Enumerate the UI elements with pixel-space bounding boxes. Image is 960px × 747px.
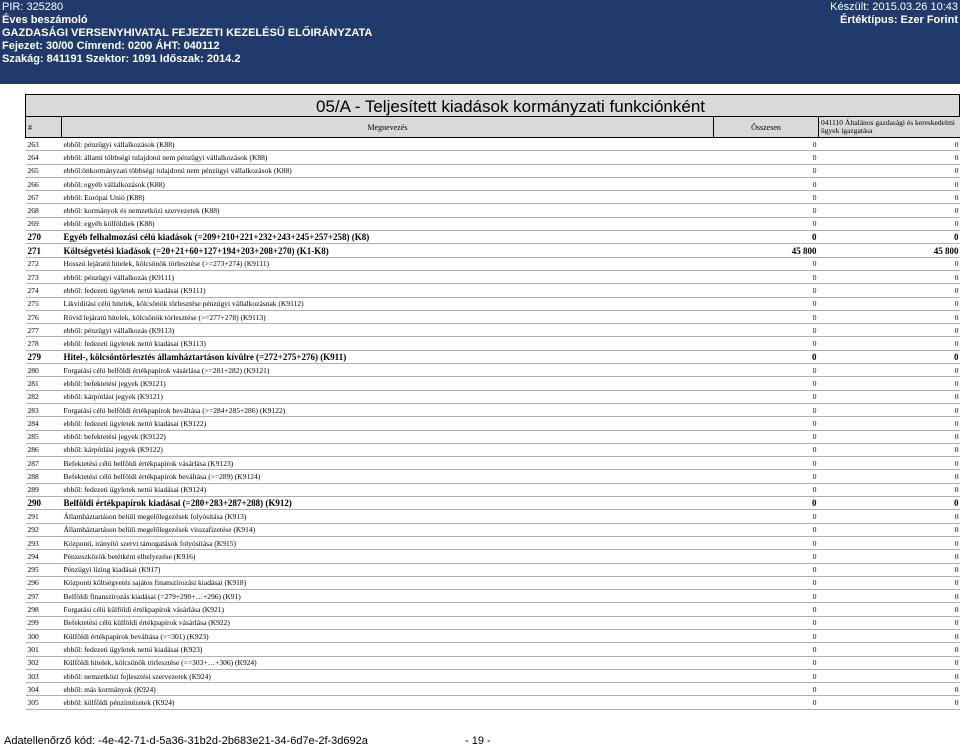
- row-number: 286: [26, 443, 62, 456]
- row-total: 0: [714, 191, 819, 204]
- row-function-value: 0: [819, 656, 960, 669]
- row-number: 265: [26, 164, 62, 177]
- row-number: 263: [26, 138, 62, 151]
- row-number: 275: [26, 297, 62, 310]
- row-total: 0: [714, 457, 819, 470]
- row-number: 273: [26, 270, 62, 283]
- table-row: [26, 337, 960, 350]
- row-total: 0: [714, 656, 819, 669]
- table-row: [26, 310, 960, 323]
- row-name: ebből: Európai Unió (K88): [62, 191, 714, 204]
- row-number: 303: [26, 669, 62, 682]
- table-row: [26, 457, 960, 470]
- row-function-value: 0: [819, 590, 960, 603]
- row-name: ebből:önkormányzati többségi tulajdonú nem pénzügyi vállalkozások (K88): [62, 164, 714, 177]
- col-header-function: 041110 Általános gazdasági és kereskedelmi ügyek igazgatása: [819, 117, 960, 138]
- table-row: [26, 576, 960, 589]
- row-total: 0: [714, 364, 819, 377]
- row-total: 0: [714, 629, 819, 642]
- page-number: - 19 -: [465, 735, 491, 747]
- row-name: ebből: más kormányok (K924): [62, 683, 714, 696]
- row-total: 0: [714, 523, 819, 536]
- table-row: [26, 403, 960, 416]
- row-total: 0: [714, 297, 819, 310]
- row-name: ebből: nemzetközi fejlesztési szervezetek (K924): [62, 669, 714, 682]
- row-name: ebből: pénzügyi vállalkozás (K9111): [62, 270, 714, 283]
- table-row: [26, 696, 960, 709]
- col-header-name: Megnevezés: [62, 117, 714, 138]
- row-function-value: 0: [819, 217, 960, 230]
- row-function-value: 0: [819, 231, 960, 244]
- row-function-value: 0: [819, 257, 960, 270]
- row-number: 264: [26, 151, 62, 164]
- row-function-value: 0: [819, 457, 960, 470]
- row-number: 278: [26, 337, 62, 350]
- table-row: [26, 443, 960, 456]
- row-function-value: 0: [819, 284, 960, 297]
- row-function-value: 0: [819, 403, 960, 416]
- row-total: 0: [714, 270, 819, 283]
- row-total: 0: [714, 483, 819, 496]
- row-number: 284: [26, 417, 62, 430]
- row-function-value: 0: [819, 297, 960, 310]
- row-function-value: 0: [819, 310, 960, 323]
- row-total: 0: [714, 403, 819, 416]
- row-total: 0: [714, 417, 819, 430]
- organization-name: GAZDASÁGI VERSENYHIVATAL FEJEZETI KEZELÉSŰ ELŐIRÁNYZATA: [2, 27, 372, 40]
- row-function-value: 0: [819, 337, 960, 350]
- pir-id: PIR: 325280: [2, 1, 372, 14]
- row-total: 0: [714, 443, 819, 456]
- table-row: [26, 217, 960, 230]
- row-name: Államháztartáson belüli megelőlegezések folyósítása (K913): [62, 510, 714, 523]
- row-name: ebből: kormányok és nemzetközi szervezetek (K88): [62, 204, 714, 217]
- row-name: Külföldi hitelek, kölcsönök törlesztése (>=303+…+306) (K924): [62, 656, 714, 669]
- row-total: 0: [714, 576, 819, 589]
- row-number: 277: [26, 324, 62, 337]
- row-number: 281: [26, 377, 62, 390]
- table-row: [26, 138, 960, 151]
- table-row: [26, 497, 960, 510]
- row-name: Befektetési célú belföldi értékpapírok beváltása (>=289) (K9124): [62, 470, 714, 483]
- row-function-value: 0: [819, 164, 960, 177]
- row-total: 0: [714, 177, 819, 190]
- row-name: Forgatási célú belföldi értékpapírok beváltása (>=284+285+286) (K9122): [62, 403, 714, 416]
- row-number: 302: [26, 656, 62, 669]
- row-name: Központi, irányító szervi támogatások folyósítása (K915): [62, 536, 714, 549]
- row-total: 0: [714, 590, 819, 603]
- table-row: [26, 470, 960, 483]
- row-function-value: 0: [819, 497, 960, 510]
- row-name: ebből: befektetési jegyek (K9121): [62, 377, 714, 390]
- row-name: ebből: állami többségi tulajdonú nem pénzügyi vállalkozások (K88): [62, 151, 714, 164]
- table-row: [26, 563, 960, 576]
- row-function-value: 0: [819, 443, 960, 456]
- row-total: 0: [714, 164, 819, 177]
- row-total: 0: [714, 231, 819, 244]
- row-name: Egyéb felhalmozási célú kiadások (=209+210+221+232+243+245+257+258) (K8): [62, 231, 714, 244]
- row-function-value: 0: [819, 683, 960, 696]
- budget-codes: Fejezet: 30/00 Címrend: 0200 ÁHT: 040112: [2, 40, 372, 53]
- row-function-value: 0: [819, 550, 960, 563]
- row-number: 280: [26, 364, 62, 377]
- row-number: 305: [26, 696, 62, 709]
- row-number: 291: [26, 510, 62, 523]
- row-name: Likviditási célú hitelek, kölcsönök törlesztése pénzügyi vállalkozásnak (K9112): [62, 297, 714, 310]
- row-function-value: 0: [819, 177, 960, 190]
- row-function-value: 0: [819, 204, 960, 217]
- row-function-value: 45 800: [819, 244, 960, 257]
- row-total: 0: [714, 151, 819, 164]
- col-header-total: Összesen: [714, 117, 819, 138]
- table-row: [26, 417, 960, 430]
- table-row: [26, 616, 960, 629]
- table-row: [26, 350, 960, 363]
- row-function-value: 0: [819, 510, 960, 523]
- row-name: Hitel-, kölcsöntörlesztés államháztartáson kívülre (=272+275+276) (K911): [62, 350, 714, 363]
- row-function-value: 0: [819, 138, 960, 151]
- report-header: [0, 0, 960, 84]
- row-number: 285: [26, 430, 62, 443]
- row-number: 276: [26, 310, 62, 323]
- row-name: Költségvetési kiadások (=20+21+60+127+194+203+208+270) (K1-K8): [62, 244, 714, 257]
- table-row: [26, 430, 960, 443]
- row-number: 268: [26, 204, 62, 217]
- table-row: [26, 390, 960, 403]
- row-total: 0: [714, 643, 819, 656]
- row-total: 0: [714, 310, 819, 323]
- row-function-value: 0: [819, 151, 960, 164]
- row-number: 269: [26, 217, 62, 230]
- row-total: 0: [714, 683, 819, 696]
- row-name: ebből: pénzügyi vállalkozások (K88): [62, 138, 714, 151]
- row-name: ebből: befektetési jegyek (K9122): [62, 430, 714, 443]
- table-row: [26, 590, 960, 603]
- row-total: 0: [714, 217, 819, 230]
- row-number: 301: [26, 643, 62, 656]
- table-row: [26, 324, 960, 337]
- row-number: 300: [26, 629, 62, 642]
- table-row: [26, 191, 960, 204]
- sector-info: Szakág: 841191 Szektor: 1091 Időszak: 2014.2: [2, 53, 372, 66]
- row-name: ebből: kárpótlási jegyek (K9122): [62, 443, 714, 456]
- table-row: [26, 177, 960, 190]
- row-total: 0: [714, 470, 819, 483]
- row-number: 293: [26, 536, 62, 549]
- row-name: Rövid lejáratú hitelek, kölcsönök törlesztése (>=277+278) (K9113): [62, 310, 714, 323]
- row-total: 0: [714, 550, 819, 563]
- table-row: [26, 683, 960, 696]
- col-header-number: #: [26, 117, 62, 138]
- row-number: 289: [26, 483, 62, 496]
- row-name: ebből: fedezeti ügyletek nettó kiadásai (K923): [62, 643, 714, 656]
- table-row: [26, 669, 960, 682]
- table-row: [26, 151, 960, 164]
- row-function-value: 0: [819, 364, 960, 377]
- row-number: 299: [26, 616, 62, 629]
- row-name: Külföldi értékpapírok beváltása (>=301) (K923): [62, 629, 714, 642]
- table-row: [26, 297, 960, 310]
- row-number: 295: [26, 563, 62, 576]
- row-number: 298: [26, 603, 62, 616]
- doc-title: Éves beszámoló: [2, 14, 372, 27]
- row-function-value: 0: [819, 603, 960, 616]
- table-row: [26, 643, 960, 656]
- header-left: [2, 1, 372, 66]
- table-row: [26, 164, 960, 177]
- table-row: [26, 377, 960, 390]
- row-function-value: 0: [819, 616, 960, 629]
- row-function-value: 0: [819, 350, 960, 363]
- table-row: [26, 629, 960, 642]
- row-total: 0: [714, 337, 819, 350]
- value-type: Értéktípus: Ezer Forint: [830, 14, 958, 27]
- row-total: 0: [714, 616, 819, 629]
- table-row: [26, 483, 960, 496]
- row-function-value: 0: [819, 430, 960, 443]
- row-function-value: 0: [819, 669, 960, 682]
- row-number: 292: [26, 523, 62, 536]
- row-total: 0: [714, 603, 819, 616]
- row-function-value: 0: [819, 191, 960, 204]
- row-function-value: 0: [819, 483, 960, 496]
- table-title-bar: [25, 94, 960, 117]
- row-total: 0: [714, 138, 819, 151]
- table-row: [26, 656, 960, 669]
- row-number: 304: [26, 683, 62, 696]
- row-total: 0: [714, 563, 819, 576]
- row-total: 0: [714, 536, 819, 549]
- row-name: ebből: fedezeti ügyletek nettó kiadásai (K9124): [62, 483, 714, 496]
- row-function-value: 0: [819, 696, 960, 709]
- row-name: Forgatási célú belföldi értékpapírok vásárlása (>=281+282) (K9121): [62, 364, 714, 377]
- table-row: [26, 523, 960, 536]
- row-number: 297: [26, 590, 62, 603]
- row-name: ebből: kárpótlási jegyek (K9121): [62, 390, 714, 403]
- row-total: 0: [714, 324, 819, 337]
- row-total: 0: [714, 510, 819, 523]
- row-total: 0: [714, 377, 819, 390]
- row-name: Befektetési célú belföldi értékpapírok vásárlása (K9123): [62, 457, 714, 470]
- row-number: 294: [26, 550, 62, 563]
- row-total: 0: [714, 350, 819, 363]
- row-total: 45 800: [714, 244, 819, 257]
- table-row: [26, 204, 960, 217]
- row-name: Forgatási célú külföldi értékpapírok vásárlása (K921): [62, 603, 714, 616]
- row-function-value: 0: [819, 390, 960, 403]
- header-right: [830, 1, 958, 27]
- row-number: 296: [26, 576, 62, 589]
- row-name: Belföldi értékpapírok kiadásai (=280+283+287+288) (K912): [62, 497, 714, 510]
- row-function-value: 0: [819, 270, 960, 283]
- row-name: Befektetési célú külföldi értékpapírok vásárlása (K922): [62, 616, 714, 629]
- table-row: [26, 270, 960, 283]
- row-name: Pénzügyi lízing kiadásai (K917): [62, 563, 714, 576]
- table-body: [26, 138, 960, 710]
- row-number: 290: [26, 497, 62, 510]
- row-total: 0: [714, 204, 819, 217]
- row-function-value: 0: [819, 576, 960, 589]
- row-function-value: 0: [819, 377, 960, 390]
- table-row: [26, 244, 960, 257]
- row-function-value: 0: [819, 417, 960, 430]
- row-number: 272: [26, 257, 62, 270]
- row-name: ebből: fedezeti ügyletek nettó kiadásai (K9122): [62, 417, 714, 430]
- row-number: 279: [26, 350, 62, 363]
- row-total: 0: [714, 284, 819, 297]
- row-function-value: 0: [819, 536, 960, 549]
- row-total: 0: [714, 696, 819, 709]
- row-function-value: 0: [819, 563, 960, 576]
- row-number: 271: [26, 244, 62, 257]
- row-name: ebből: pénzügyi vállalkozás (K9113): [62, 324, 714, 337]
- table-row: [26, 603, 960, 616]
- row-name: ebből: külföldi pénzintézetek (K924): [62, 696, 714, 709]
- row-name: Belföldi finanszírozás kiadásai (=279+290+…+296) (K91): [62, 590, 714, 603]
- table-row: [26, 231, 960, 244]
- table-header-row: [26, 117, 960, 138]
- table-title: 05/A - Teljesített kiadások kormányzati funkciónként: [316, 97, 705, 117]
- table-row: [26, 536, 960, 549]
- row-number: 282: [26, 390, 62, 403]
- row-number: 270: [26, 231, 62, 244]
- table-row: [26, 510, 960, 523]
- row-function-value: 0: [819, 324, 960, 337]
- row-name: ebből: fedezeti ügyletek nettó kiadásai (K9111): [62, 284, 714, 297]
- row-name: Államháztartáson belüli megelőlegezések visszafizetése (K914): [62, 523, 714, 536]
- checksum-code: Adatellenőrző kód: -4e-42-71-d-5a36-31b2d-2b683e21-34-6d7e-2f-3d692a: [4, 735, 368, 747]
- row-total: 0: [714, 390, 819, 403]
- table-row: [26, 284, 960, 297]
- row-name: ebből: fedezeti ügyletek nettó kiadásai (K9113): [62, 337, 714, 350]
- expenditure-table: [25, 116, 960, 710]
- row-number: 267: [26, 191, 62, 204]
- row-function-value: 0: [819, 629, 960, 642]
- row-total: 0: [714, 497, 819, 510]
- row-total: 0: [714, 430, 819, 443]
- row-function-value: 0: [819, 470, 960, 483]
- row-number: 266: [26, 177, 62, 190]
- row-total: 0: [714, 257, 819, 270]
- row-number: 274: [26, 284, 62, 297]
- row-name: ebből: egyéb külföldiek (K88): [62, 217, 714, 230]
- row-function-value: 0: [819, 643, 960, 656]
- row-number: 288: [26, 470, 62, 483]
- table-row: [26, 364, 960, 377]
- row-name: Hosszú lejáratú hitelek, kölcsönök törlesztése (>=273+274) (K9111): [62, 257, 714, 270]
- row-name: Pénzeszközök betétként elhelyezése (K916): [62, 550, 714, 563]
- row-total: 0: [714, 669, 819, 682]
- created-date: Készült: 2015.03.26 10:43: [830, 1, 958, 14]
- row-number: 283: [26, 403, 62, 416]
- row-number: 287: [26, 457, 62, 470]
- row-name: ebből: egyéb vállalkozások (K88): [62, 177, 714, 190]
- table-row: [26, 550, 960, 563]
- row-function-value: 0: [819, 523, 960, 536]
- row-name: Központi költségvetés sajátos finanszírozási kiadásai (K918): [62, 576, 714, 589]
- table-row: [26, 257, 960, 270]
